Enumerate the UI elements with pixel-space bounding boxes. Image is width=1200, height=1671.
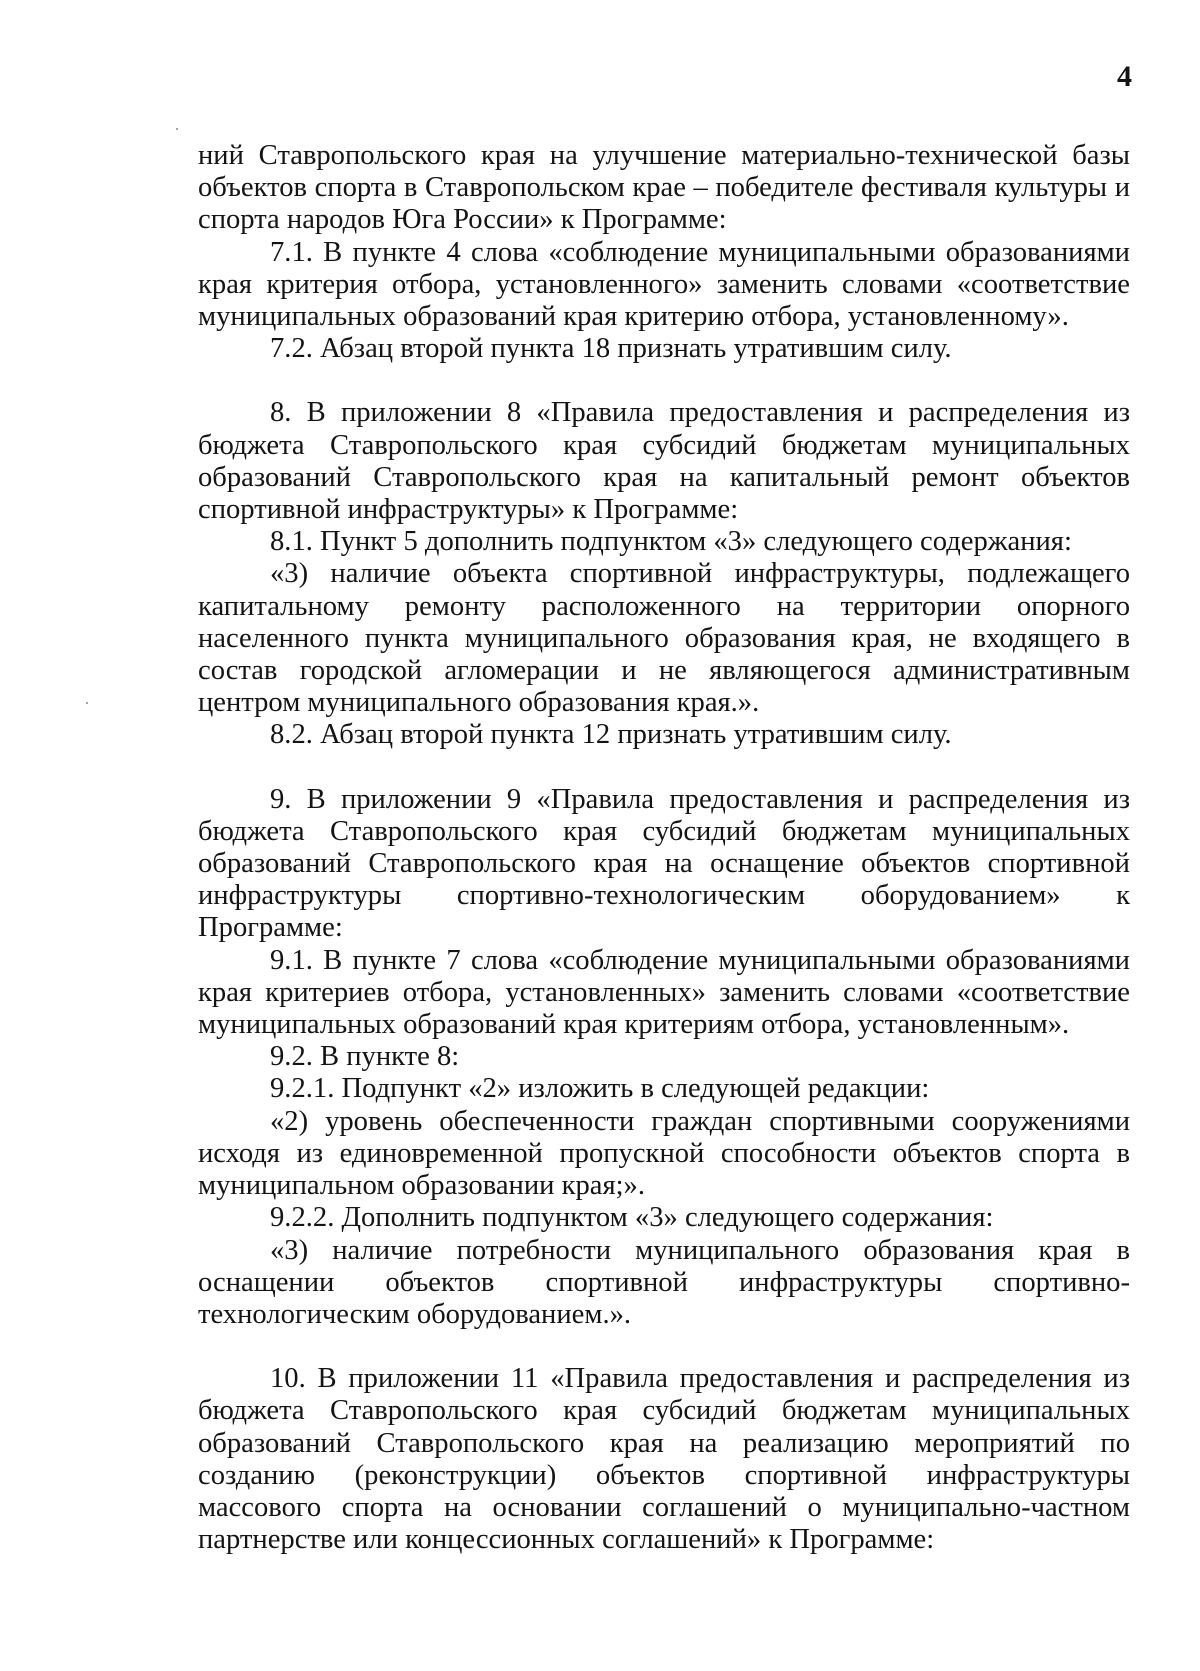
scan-speck <box>176 128 178 130</box>
paragraph: «2) уровень обеспеченности граждан спортивными сооружениями исходя из единовременной пропускной способности объектов спорта в муниципальном образовании края;». <box>198 1105 1130 1202</box>
paragraph: 9.1. В пункте 7 слова «соблюдение муниципальными образованиями края критериев отбора, установленных» заменить словами «соответствие муниципальных образований края критериям отбора, установленным». <box>198 944 1130 1041</box>
scan-speck <box>86 702 88 704</box>
paragraph: 8.1. Пункт 5 дополнить подпунктом «3» следующего содержания: <box>270 526 1072 558</box>
paragraph: 9. В приложении 9 «Правила предоставления и распределения из бюджета Ставропольского края субсидий бюджетам муниципальных образований Ставропольского края на оснащение объектов спортивной инфраструктуры спортивно-технологическим оборудованием» к Программе: <box>198 783 1130 944</box>
page-number: 4 <box>1117 60 1132 93</box>
paragraph: 9.2.2. Дополнить подпунктом «3» следующего содержания: <box>270 1202 994 1234</box>
paragraph: 7.2. Абзац второй пункта 18 признать утратившим силу. <box>270 333 952 365</box>
paragraph: 7.1. В пункте 4 слова «соблюдение муниципальными образованиями края критерия отбора, установленного» заменить словами «соответствие муниципальных образований края критерию отбора, установленному». <box>198 236 1130 333</box>
document-body <box>198 140 1130 1556</box>
paragraph: 8. В приложении 8 «Правила предоставления и распределения из бюджета Ставропольского края субсидий бюджетам муниципальных образований Ставропольского края на капитальный ремонт объектов спортивной инфраструктуры» к Программе: <box>198 397 1130 526</box>
paragraph: «3) наличие объекта спортивной инфраструктуры, подлежащего капитальному ремонту расположенного на территории опорного населенного пункта муниципального образования края, не входящего в состав городской агломерации и не являющегося административным центром муниципального образования края.». <box>198 558 1130 719</box>
paragraph: 9.2.1. Подпункт «2» изложить в следующей редакции: <box>270 1073 930 1105</box>
paragraph: ний Ставропольского края на улучшение материально-технической базы объектов спорта в Ставропольском крае – победителе фестиваля культуры и спорта народов Юга России» к Программе: <box>198 140 1130 236</box>
paragraph: 9.2. В пункте 8: <box>270 1041 460 1073</box>
paragraph: 8.2. Абзац второй пункта 12 признать утратившим силу. <box>270 719 952 751</box>
paragraph: «3) наличие потребности муниципального образования края в оснащении объектов спортивной инфраструктуры спортивно-технологическим оборудованием.». <box>198 1234 1130 1330</box>
paragraph: 10. В приложении 11 «Правила предоставления и распределения из бюджета Ставропольского края субсидий бюджетам муниципальных образований Ставропольского края на реализацию мероприятий по созданию (реконструкции) объектов спортивной инфраструктуры массового спорта на основании соглашений о муниципально-частном партнерстве или концессионных соглашений» к Программе: <box>198 1363 1130 1556</box>
